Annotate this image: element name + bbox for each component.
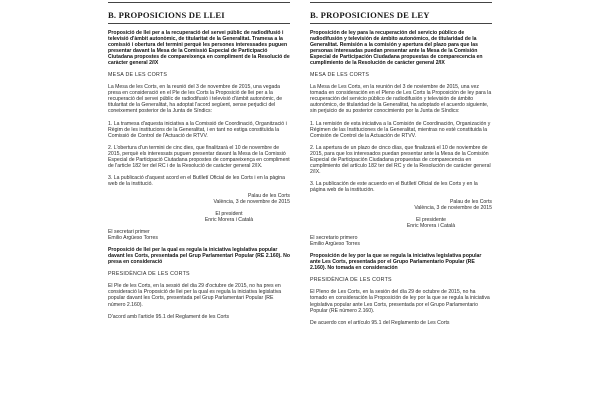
signature-place: Palau de les Corts bbox=[449, 198, 492, 205]
paragraph-plenary: El Ple de les Corts, en la sessió del dia 29 d'octubre de 2015, no ha pres en consideració la Proposició de llei per la qual es regula la iniciativa legislativa popular davant les Corts, presentada pel Grup Parlamentari Popular (RE número 2.160). bbox=[108, 283, 282, 308]
president-name: Enric Morera i Català bbox=[204, 217, 254, 224]
mesa-heading: MESA DE LES CORTS bbox=[310, 72, 370, 79]
paragraph-reglament: De acuerdo con el artículo 95.1 del Reglamento de Les Corts bbox=[310, 319, 450, 326]
presidencia-heading: PRESIDÈNCIA DE LES CORTS bbox=[108, 271, 190, 278]
paragraph-plenary: El Pleno de Les Corts, en la sesión del día 29 de octubre de 2015, no ha tomado en consideración la Proposición de ley por la que se regula la iniciativa legislativa popular ante Les Corts, presentada por el Grupo Parlamentario Popular (RE número 2.160). bbox=[310, 289, 490, 314]
valencian-column bbox=[108, 0, 290, 400]
paragraph-agreement: La Mesa de Les Corts, en la reunión del 3 de noviembre de 2015, una vez tomada en consideración en el Pleno de Les Corts la Proposición de ley para la recuperación del servicio público de radiodifusión y televisión de ámbito autonómico, de titularidad de la Generalitat, ha adoptado el acuerdo siguiente, sin perjuicio de su posterior conocimiento por la Junta de Síndics: bbox=[310, 84, 492, 115]
paragraph-point-2: 2. L'obertura d'un termini de cinc dies, que finalitzarà el 10 de novembre de 2015, perquè els interessats puguen presentar davant la Mesa de la Comissió Especial de Participació Ciutadana propostes de compareixença en compliment de l'article 182 ter del RC i de la Resolució de caràcter general 2/IX. bbox=[108, 144, 290, 169]
section-header: B. PROPOSICIONS DE LLEI bbox=[108, 2, 290, 24]
secretary-name: Emilio Argüeso Torres bbox=[108, 235, 158, 242]
initiative-title-2: Proposició de llei per la qual es regula la iniciativa legislativa popular davant les Corts, presentada pel Grup Parlamentari Popular (RE 2.160). No presa en consideració bbox=[108, 247, 290, 266]
president-name: Enric Morera i Català bbox=[406, 223, 456, 230]
secretary-name: Emilio Argüeso Torres bbox=[310, 241, 360, 248]
signature-date: València, 3 de novembre de 2015 bbox=[213, 198, 290, 205]
secretary-title: El secretario primero bbox=[310, 235, 358, 242]
signature-date: València, 3 de noviembre de 2015 bbox=[414, 205, 492, 212]
signature-place: Palau de les Corts bbox=[247, 192, 290, 199]
paragraph-agreement: La Mesa de les Corts, en la reunió del 3 de novembre de 2015, una vegada presa en consideració en el Ple de les Corts la Proposició de llei per a la recuperació del servei públic de radiodifusió i televisió d'àmbit autonòmic, de titularitat de la Generalitat, ha adoptat l'acord següent, sense perjudici del coneixement posterior de la Junta de Síndics: bbox=[108, 84, 283, 115]
presidencia-heading: PRESIDÈNCIA DE LES CORTS bbox=[310, 277, 392, 284]
paragraph-point-3: 3. La publicación de este acuerdo en el Butlletí Oficial de les Corts y en la página web de la institución. bbox=[310, 180, 478, 193]
initiative-title-2: Proposición de ley por la que se regula la iniciativa legislativa popular ante Les Corts, presentada por el Grupo Parlamentario Popular (RE 2.160). No tomada en consideración bbox=[310, 253, 482, 272]
mesa-heading: MESA DE LES CORTS bbox=[108, 72, 168, 79]
president-title: El president bbox=[215, 211, 243, 218]
paragraph-point-3: 3. La publicació d'aquest acord en el Butlletí Oficial de les Corts i en la pàgina web de la institució. bbox=[108, 174, 286, 187]
paragraph-point-1: 1. La remisión de esta iniciativa a la Comisión de Coordinación, Organización y Régimen de las Instituciones de la Generalitat, mientras no esté constituida la Comisión de Control de la Actuación de RTVV. bbox=[310, 120, 491, 139]
paragraph-point-1: 1. La tramesa d'aquesta iniciativa a la Comissió de Coordinació, Organització i Règim de les institucions de la Generalitat, i en tant no estiga constituïda la Comissió de Control de l'Actuació de RTVV. bbox=[108, 120, 287, 139]
paragraph-point-2: 2. La apertura de un plazo de cinco días, que finalizará el 10 de noviembre de 2015, para que los interesados puedan presentar ante la Mesa de la Comisión Especial de Participación Ciudadana propuestas de comparecencia en cumplimiento del artículo 182 ter del RC y de la Resolución de carácter general 2/IX. bbox=[310, 144, 491, 175]
initiative-title: Proposición de ley para la recuperación del servicio público de radiodifusión y televisión de ámbito autonómico, de titularidad de la Generalitat. Remisión a la comisión y apertura del plazo para que las personas interesadas puedan presentar ante la Mesa de la Comisión Especial de Participación Ciudadana propuestas de comparecencia en cumplimiento de la Resolución de carácter general 2/IX bbox=[310, 30, 483, 67]
spanish-column bbox=[310, 0, 492, 400]
section-header: B. PROPOSICIONES DE LEY bbox=[310, 2, 492, 24]
president-title: El presidente bbox=[415, 217, 446, 224]
initiative-title: Proposició de llei per a la recuperació del servei públic de radiodifusió i televisió d'àmbit autonòmic, de titularitat de la Generalitat. Tramesa a la comissió i obertura del termini perquè les persones interessades puguen presentar davant la Mesa de la Comissió Especial de Participació Ciutadana propostes de compareixença en compliment de la Resolució de caràcter general 2/IX bbox=[108, 30, 290, 67]
paragraph-reglament: D'acord amb l'article 95.1 del Reglament de les Corts bbox=[108, 313, 230, 320]
bulletin-page bbox=[108, 0, 492, 400]
secretary-title: El secretari primer bbox=[108, 229, 150, 236]
